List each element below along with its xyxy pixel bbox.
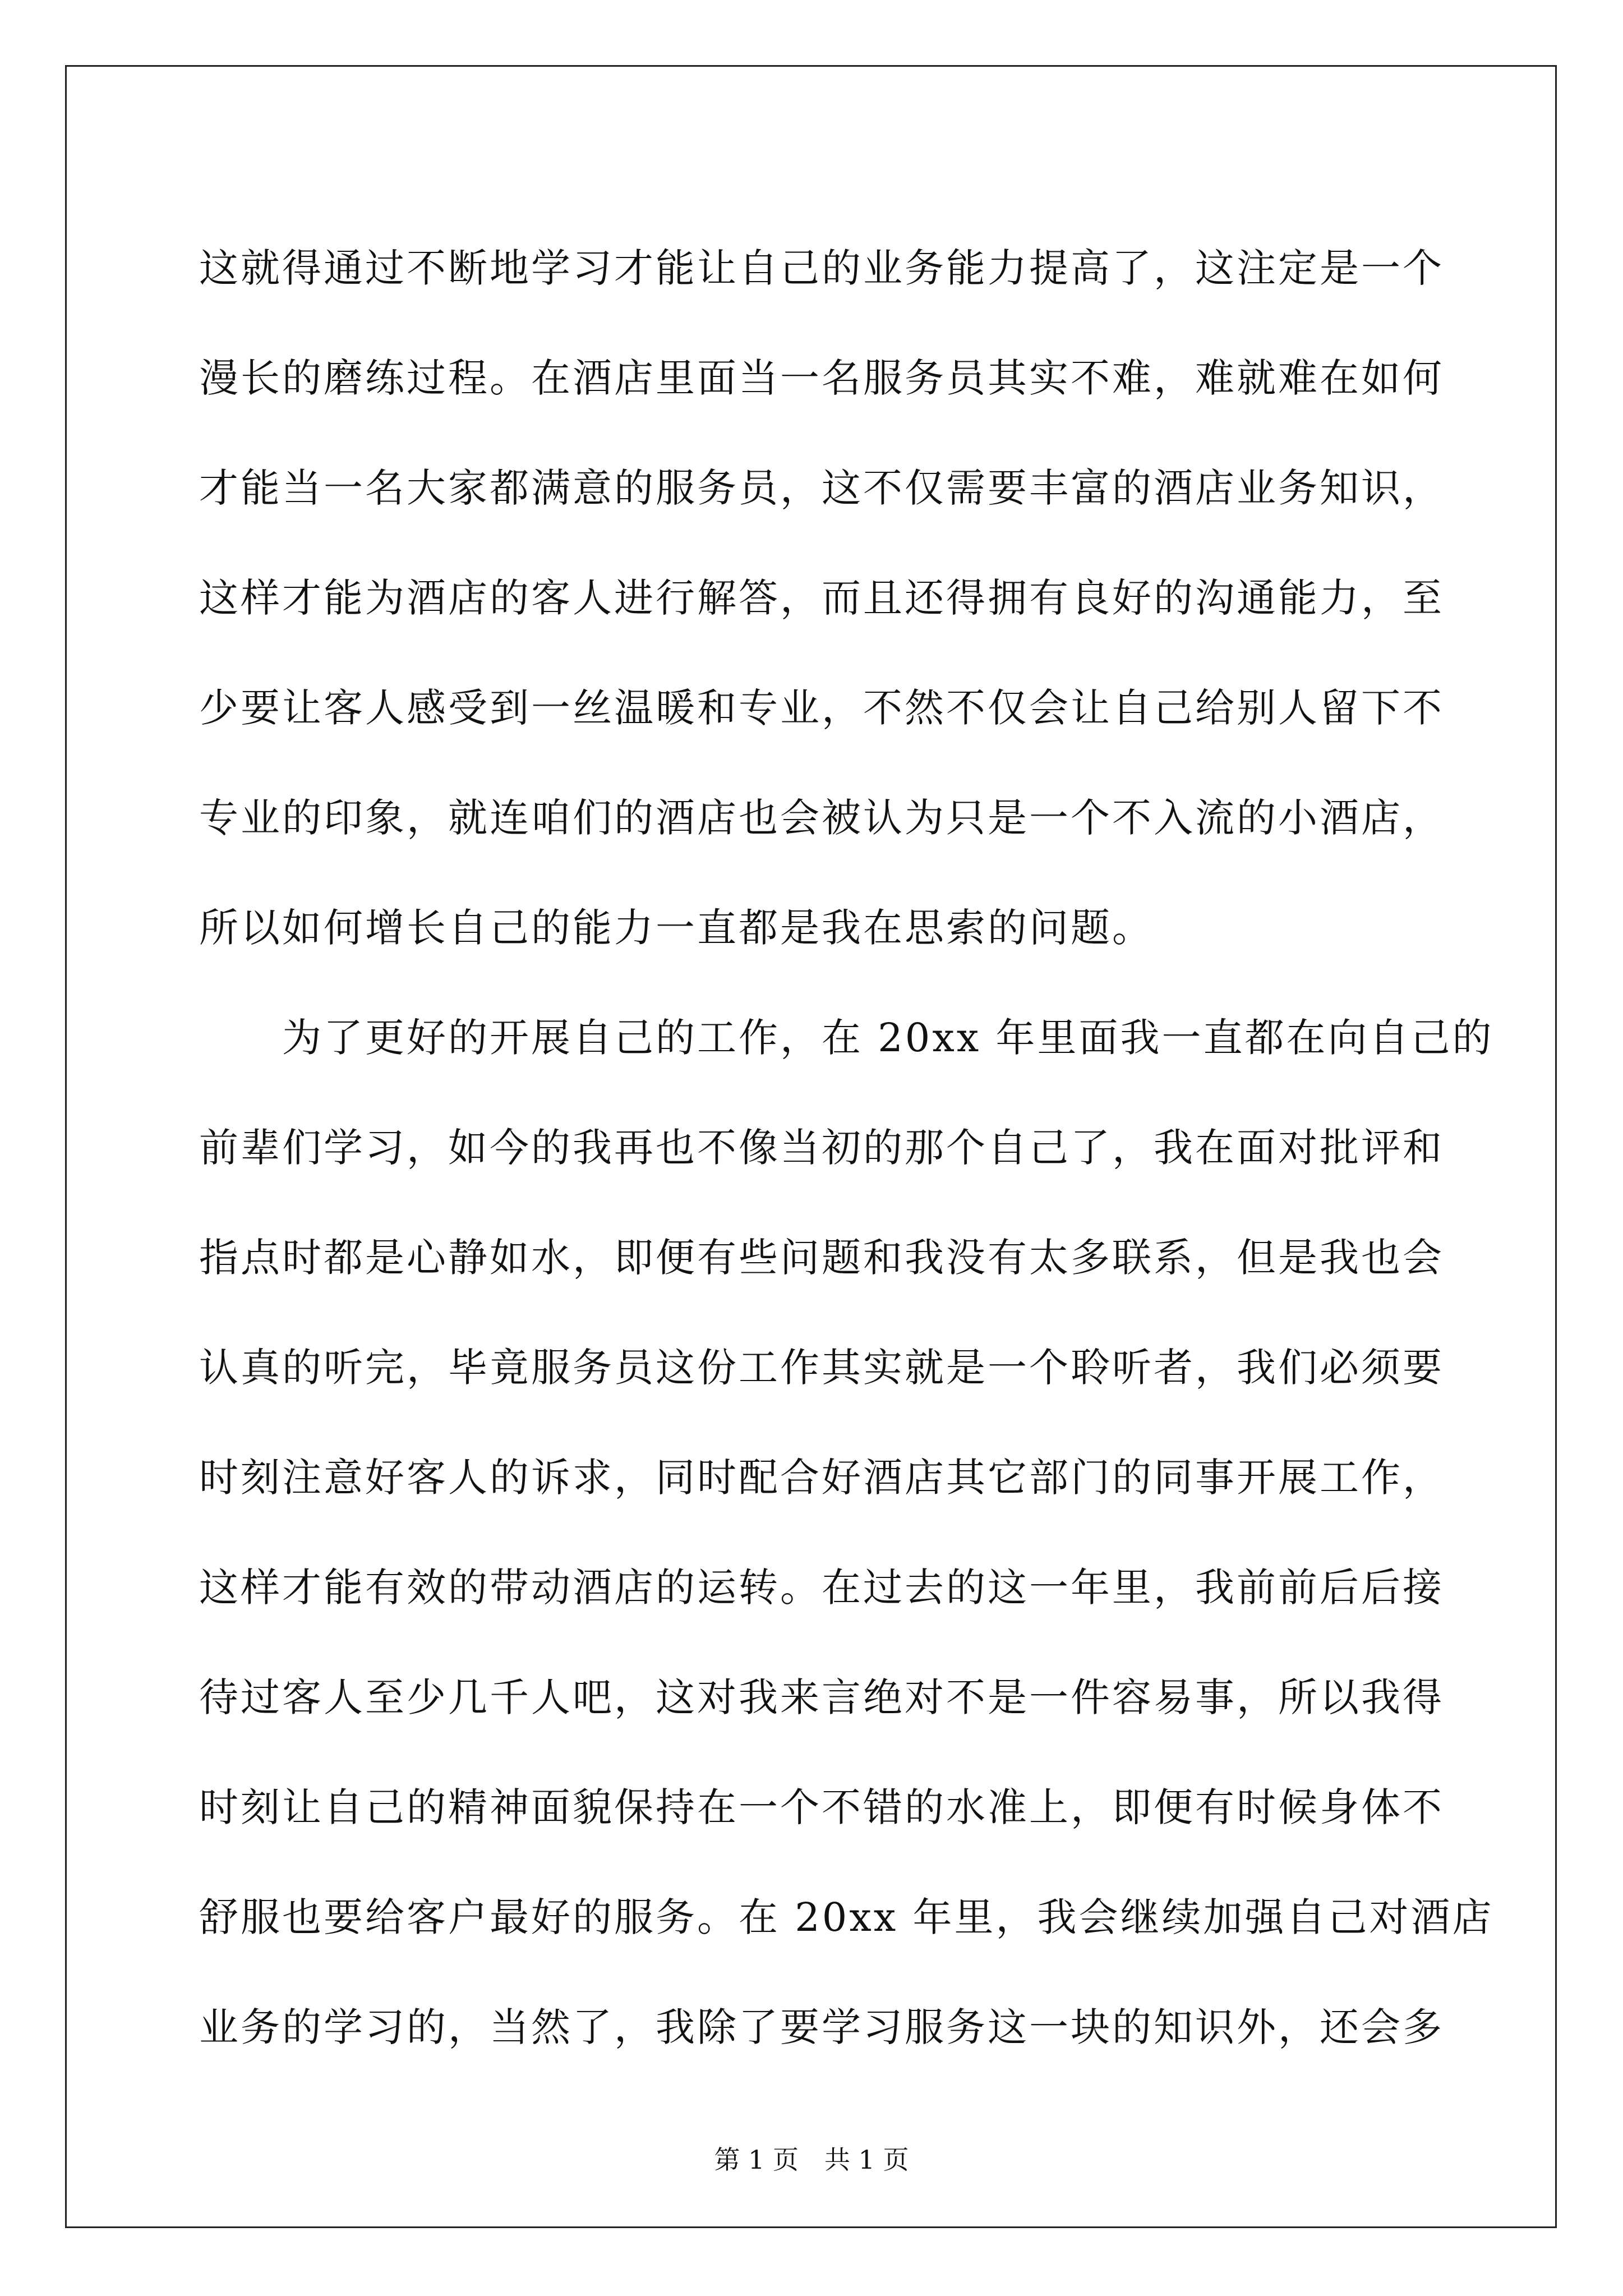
text-line: 前辈们学习，如今的我再也不像当初的那个自己了，我在面对批评和	[199, 1125, 1444, 1171]
text-line: 业务的学习的，当然了，我除了要学习服务这一块的知识外，还会多	[199, 2004, 1444, 2050]
paragraph	[199, 213, 1444, 983]
text-line: 专业的印象，就连咱们的酒店也会被认为只是一个不入流的小酒店，	[199, 795, 1444, 841]
text-line: 认真的听完，毕竟服务员这份工作其实就是一个聆听者，我们必须要	[199, 1345, 1444, 1391]
text-line: 这样才能为酒店的客人进行解答，而且还得拥有良好的沟通能力，至	[199, 575, 1444, 621]
text-line: 时刻让自己的精神面貌保持在一个不错的水准上，即便有时候身体不	[199, 1784, 1444, 1830]
text-line: 才能当一名大家都满意的服务员，这不仅需要丰富的酒店业务知识，	[199, 465, 1444, 511]
document-body	[199, 213, 1494, 2082]
text-line: 待过客人至少几千人吧，这对我来言绝对不是一件容易事，所以我得	[199, 1674, 1444, 1720]
text-line: 舒服也要给客户最好的服务。在 20xx 年里，我会继续加强自己对酒店	[199, 1894, 1494, 1940]
text-line: 这样才能有效的带动酒店的运转。在过去的这一年里，我前前后后接	[199, 1565, 1444, 1611]
text-line: 这就得通过不断地学习才能让自己的业务能力提高了，这注定是一个	[199, 245, 1444, 291]
page-total: 共 1 页	[824, 2145, 909, 2175]
text-line: 漫长的磨练过程。在酒店里面当一名服务员其实不难，难就难在如何	[199, 355, 1444, 401]
text-line: 指点时都是心静如水，即便有些问题和我没有太多联系，但是我也会	[199, 1235, 1444, 1281]
page-number: 第 1 页	[714, 2145, 799, 2175]
paragraph	[199, 983, 1494, 2082]
text-line: 为了更好的开展自己的工作，在 20xx 年里面我一直都在向自己的	[199, 1015, 1494, 1061]
page-footer	[0, 2143, 1623, 2177]
text-line: 少要让客人感受到一丝温暖和专业，不然不仅会让自己给别人留下不	[199, 685, 1444, 731]
text-line: 所以如何增长自己的能力一直都是我在思索的问题。	[199, 905, 1154, 951]
text-line: 时刻注意好客人的诉求，同时配合好酒店其它部门的同事开展工作，	[199, 1455, 1444, 1501]
